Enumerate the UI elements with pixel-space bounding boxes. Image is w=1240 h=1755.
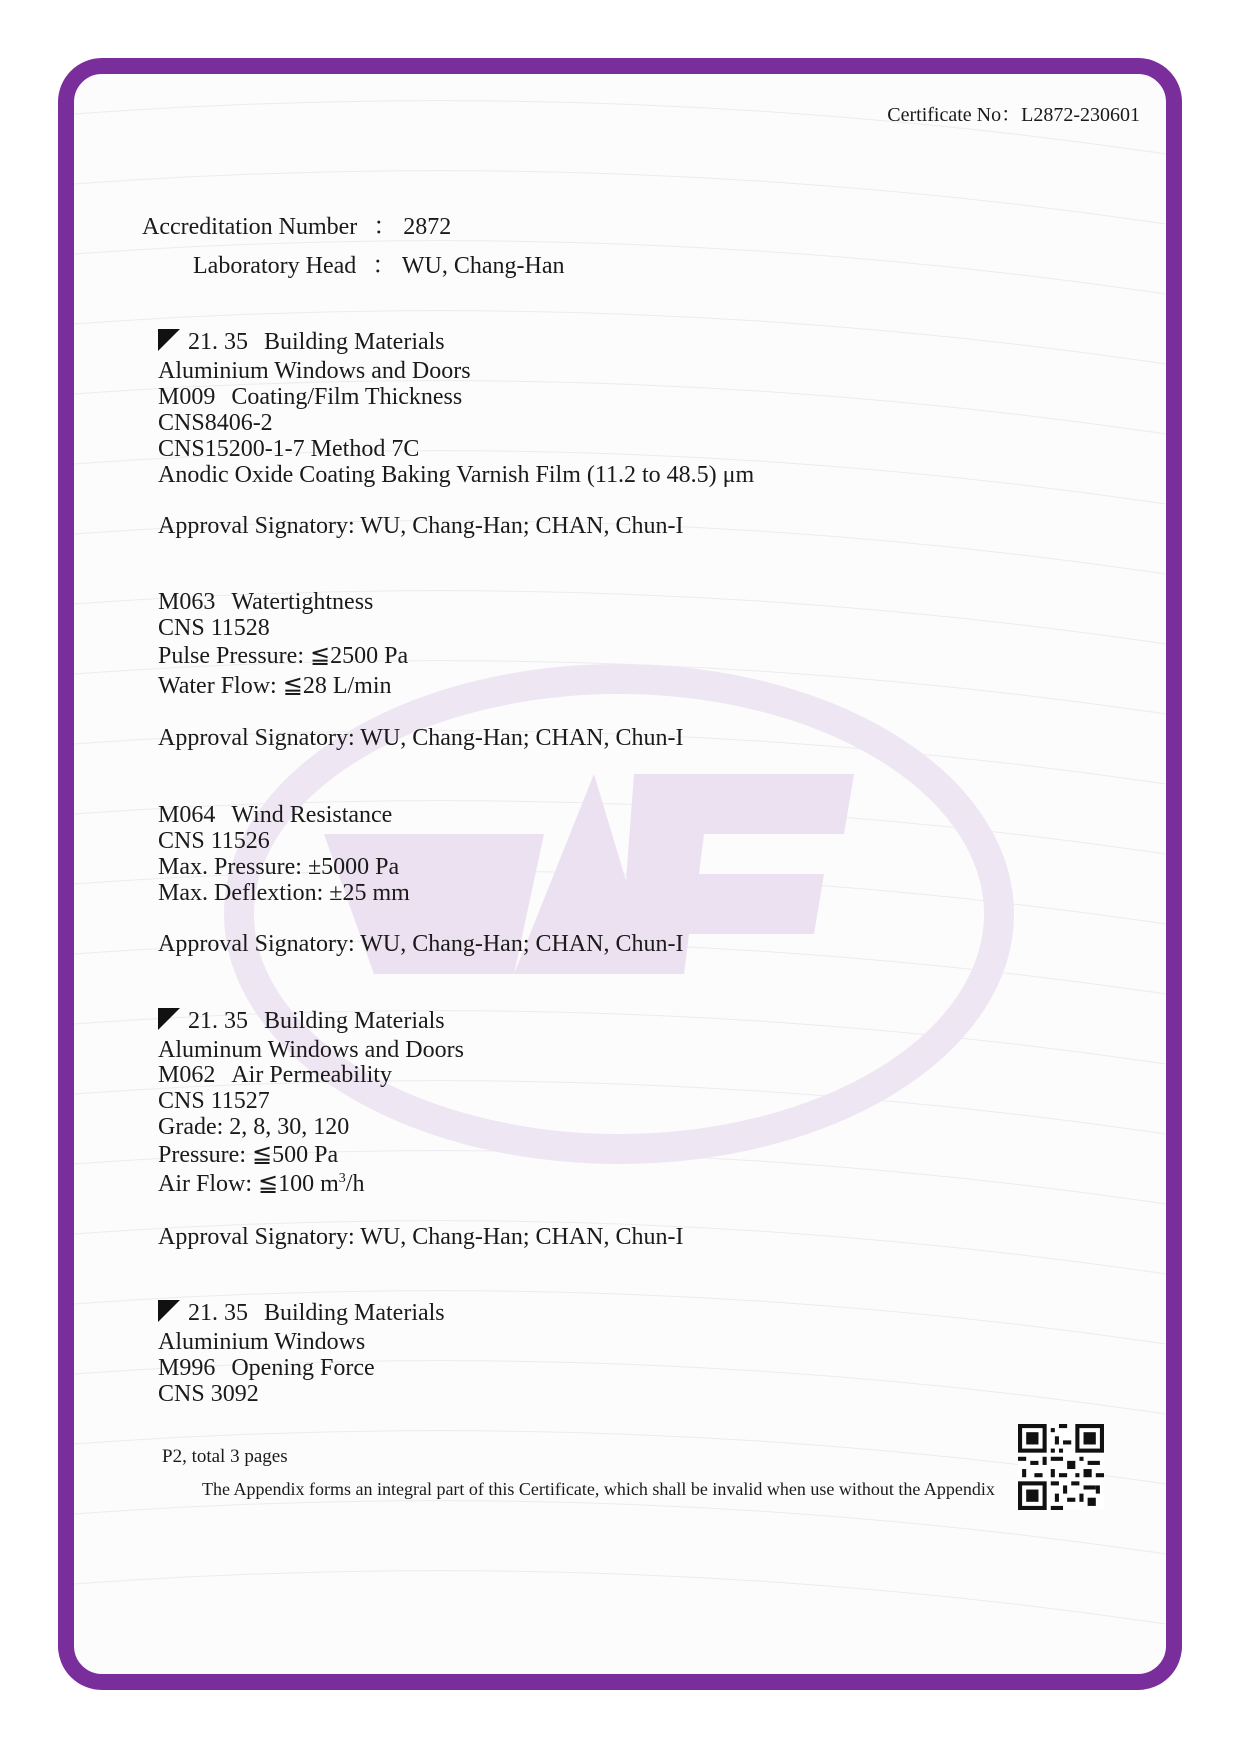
airflow-unit: /h bbox=[345, 1171, 365, 1197]
method-code: M063 bbox=[158, 589, 216, 615]
accreditation-number-row bbox=[142, 206, 451, 241]
section-code: 21. 35 bbox=[188, 1300, 248, 1326]
spec-line: Pressure: ≦500 Pa bbox=[158, 1142, 339, 1168]
qr-code-icon bbox=[1018, 1424, 1104, 1510]
method-name: Air Permeability bbox=[231, 1062, 392, 1088]
appendix-note: The Appendix forms an integral part of this Certificate, which shall be invalid when use without the Appendix bbox=[202, 1479, 995, 1499]
spec-line: Max. Pressure: ±5000 Pa bbox=[158, 854, 400, 880]
approval-signatory: Approval Signatory: WU, Chang-Han; CHAN, Chun-I bbox=[158, 931, 684, 957]
section-code: 21. 35 bbox=[188, 1008, 248, 1034]
page-number: P2, total 3 pages bbox=[162, 1446, 288, 1467]
triangle-marker-icon bbox=[158, 329, 180, 351]
standard: CNS 3092 bbox=[158, 1381, 259, 1407]
method-line bbox=[158, 802, 392, 829]
standard: CNS8406-2 bbox=[158, 410, 273, 436]
separator: ： bbox=[373, 214, 398, 240]
certificate-frame bbox=[58, 58, 1182, 1690]
product-name: Aluminium Windows bbox=[158, 1329, 366, 1355]
spec-line bbox=[158, 1169, 364, 1198]
method-line bbox=[158, 1355, 375, 1382]
method-name: Watertightness bbox=[231, 589, 374, 615]
section-heading bbox=[158, 1008, 445, 1035]
spec-line: Grade: 2, 8, 30, 120 bbox=[158, 1114, 350, 1140]
laboratory-head-value: WU, Chang-Han bbox=[401, 253, 565, 279]
spec-line: Water Flow: ≦28 L/min bbox=[158, 673, 392, 699]
accreditation-number-label: Accreditation Number bbox=[142, 214, 358, 240]
method-line bbox=[158, 589, 373, 616]
range: Anodic Oxide Coating Baking Varnish Film (11.2 to 48.5) μm bbox=[158, 462, 755, 488]
accreditation-number-value: 2872 bbox=[403, 214, 452, 240]
laboratory-head-row bbox=[193, 245, 564, 280]
method-name: Wind Resistance bbox=[231, 802, 393, 828]
spec-line: Pulse Pressure: ≦2500 Pa bbox=[158, 643, 409, 669]
method-code: M062 bbox=[158, 1062, 216, 1088]
section-title: Building Materials bbox=[264, 1008, 445, 1034]
standard: CNS 11526 bbox=[158, 828, 270, 854]
standard: CNS15200-1-7 Method 7C bbox=[158, 436, 420, 462]
product-name: Aluminum Windows and Doors bbox=[158, 1037, 464, 1063]
airflow-value: Air Flow: ≦100 m bbox=[158, 1171, 339, 1197]
method-line bbox=[158, 1062, 392, 1089]
method-code: M009 bbox=[158, 384, 216, 410]
triangle-marker-icon bbox=[158, 1300, 180, 1322]
product-name: Aluminium Windows and Doors bbox=[158, 358, 471, 384]
superscript: 3 bbox=[338, 1171, 346, 1186]
method-name: Opening Force bbox=[231, 1355, 375, 1381]
method-code: M996 bbox=[158, 1355, 216, 1381]
approval-signatory: Approval Signatory: WU, Chang-Han; CHAN, Chun-I bbox=[158, 725, 684, 751]
standard: CNS 11528 bbox=[158, 615, 270, 641]
spec-line: Max. Deflextion: ±25 mm bbox=[158, 880, 410, 906]
triangle-marker-icon bbox=[158, 1008, 180, 1030]
method-code: M064 bbox=[158, 802, 216, 828]
approval-signatory: Approval Signatory: WU, Chang-Han; CHAN, Chun-I bbox=[158, 1224, 684, 1250]
method-line bbox=[158, 384, 462, 411]
section-title: Building Materials bbox=[264, 329, 445, 355]
separator: ： bbox=[372, 253, 397, 279]
section-code: 21. 35 bbox=[188, 329, 248, 355]
approval-signatory: Approval Signatory: WU, Chang-Han; CHAN, Chun-I bbox=[158, 513, 684, 539]
section-title: Building Materials bbox=[264, 1300, 445, 1326]
laboratory-head-label: Laboratory Head bbox=[193, 253, 357, 279]
method-name: Coating/Film Thickness bbox=[231, 384, 463, 410]
certificate-number: Certificate No：L2872-230601 bbox=[887, 104, 1140, 126]
standard: CNS 11527 bbox=[158, 1088, 270, 1114]
section-heading bbox=[158, 1300, 445, 1327]
section-heading bbox=[158, 329, 445, 356]
